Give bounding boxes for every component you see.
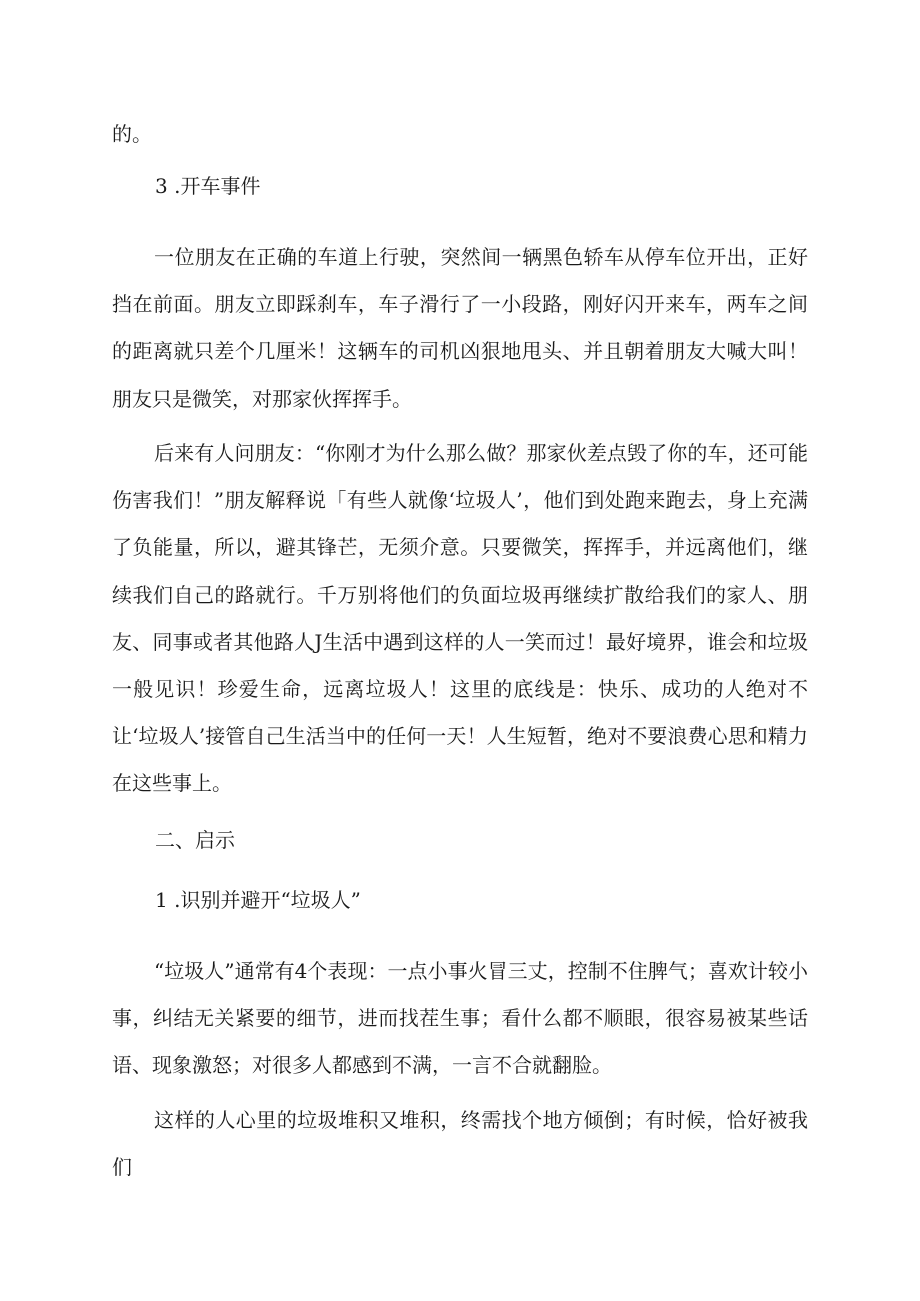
- paragraph-continuation: 的。: [112, 122, 152, 146]
- paragraph-friend-explanation: 后来有人问朋友：“你刚才为什么那么做？那家伙差点毁了你的车，还可能伤害我们！”朋友解释说「有些人就像‘垃圾人’，他们到处跑来跑去，身上充满了负能量，所以，避其锋芒，无须介意。只要微笑，挥挥手，并远离他们，继续我们自己的路就行。千万别将他们的负面垃圾再继续扩散给我们的家人、朋友、同事或者其他路人J生活中遇到这样的人一笑而过！最好境界，谁会和垃圾一般见识！珍爱生命，远离垃圾人！这里的底线是：快乐、成功的人绝对不让‘垃圾人’接管自己生活当中的任何一天！人生短暂，绝对不要浪费心思和精力在这些事上。: [112, 441, 808, 796]
- paragraph-driving-story: 一位朋友在正确的车道上行驶，突然间一辆黑色轿车从停车位开出，正好挡在前面。朋友立即踩刹车，车子滑行了一小段路，刚好闪开来车，两车之间的距离就只差个几厘米！这辆车的司机凶狠地甩头、并且朝着朋友大喊大叫！朋友只是微笑，对那家伙挥挥手。: [112, 245, 808, 411]
- subsection-heading-identify: 1 .识别并避开“垃圾人”: [155, 888, 361, 912]
- section-heading-insights: 二、启示: [155, 828, 235, 852]
- paragraph-traits: “垃圾人”通常有4个表现：一点小事火冒三丈，控制不住脾气；喜欢计较小事，纠结无关紧要的细节，进而找茬生事；看什么都不顺眼，很容易被某些话语、现象激怒；对很多人都感到不满，一言不合就翻脸。: [112, 959, 808, 1078]
- section-heading-driving-incident: 3 .开车事件: [155, 174, 261, 198]
- paragraph-closing: 这样的人心里的垃圾堆积又堆积，终需找个地方倾倒；有时候，恰好被我们: [112, 1108, 808, 1180]
